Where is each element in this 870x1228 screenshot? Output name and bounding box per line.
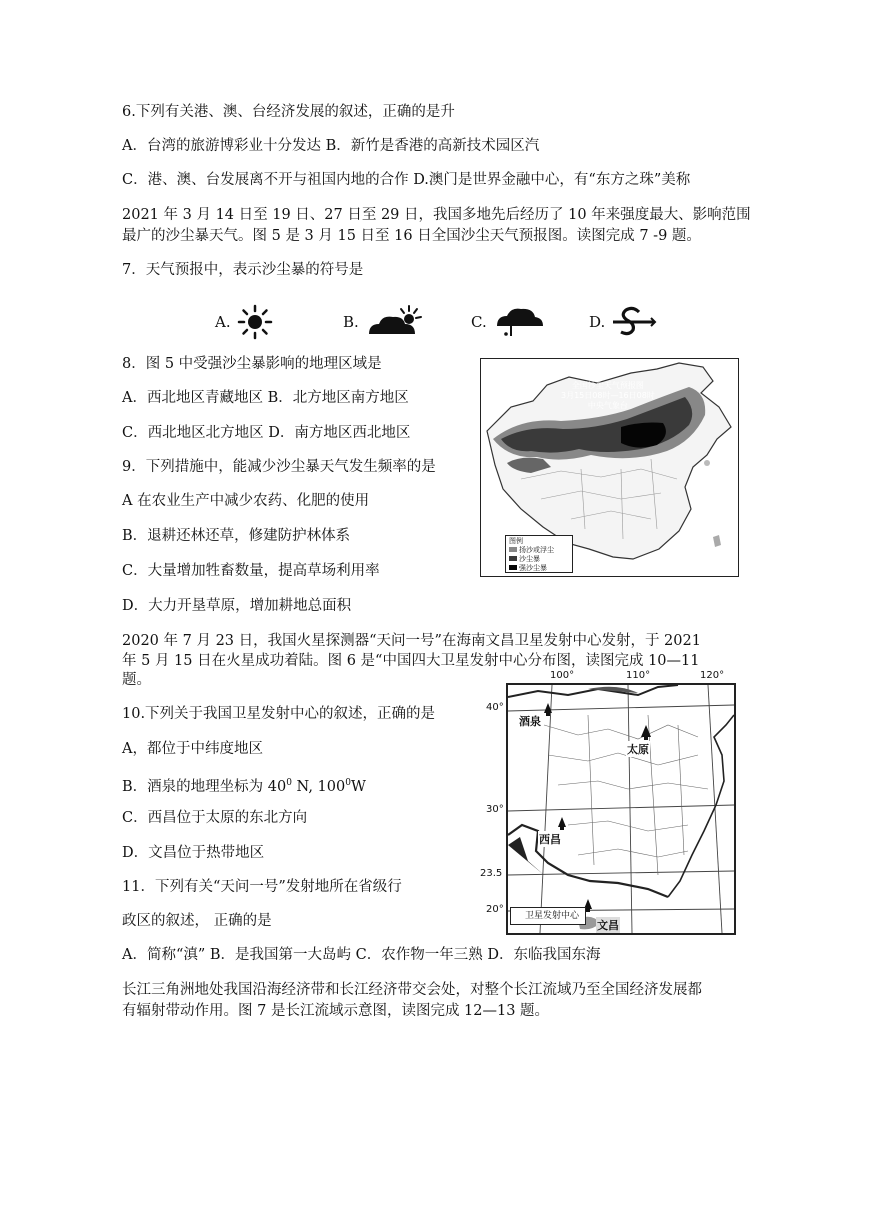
q11-stem-line1: 11．下列有关“天问一号”发射地所在省级行 xyxy=(122,879,402,895)
label-xichang: 西昌 xyxy=(539,833,561,846)
figure-5-legend xyxy=(505,535,573,573)
degree-mark: 0 xyxy=(345,778,351,788)
q7-options xyxy=(215,300,665,344)
sun-icon xyxy=(237,304,273,340)
q10-option-c: C．西昌位于太原的东北方向 xyxy=(122,810,308,826)
q7-option-d xyxy=(589,300,657,344)
figure-5-dust-map xyxy=(480,358,739,577)
intro-10-11-line3: 题。 xyxy=(122,672,151,688)
option-letter: A. xyxy=(215,313,231,331)
degree-mark: 0 xyxy=(286,778,292,788)
figure-5-title xyxy=(561,381,655,411)
lon-label-110: 110° xyxy=(626,670,651,681)
intro-10-11-line1: 2020 年 7 月 23 日，我国火星探测器“天问一号”在海南文昌卫星发射中心发射，于 2021 xyxy=(122,633,701,649)
legend-title: 图例 xyxy=(509,537,523,545)
label-wenchang: 文昌 xyxy=(597,919,619,932)
q9-option-c: C．大量增加牲畜数量，提高草场利用率 xyxy=(122,563,380,579)
lon-label-120: 120° xyxy=(700,670,725,681)
figure-6-launch-map xyxy=(506,683,736,935)
intro-12-13-line2: 有辐射带动作用。图 7 是长江流域示意图，读图完成 12—13 题。 xyxy=(122,1003,550,1019)
q9-option-a: A 在农业生产中减少农药、化肥的使用 xyxy=(122,493,370,509)
intro-7-9-line1: 2021 年 3 月 14 日至 19 日、27 日至 29 日，我国多地先后经历了 10 年来强度最大、影响范围 xyxy=(122,207,751,223)
rain-cloud-icon xyxy=(493,304,545,340)
q8-stem: 8．图 5 中受强沙尘暴影响的地理区域是 xyxy=(122,356,382,372)
q6-options-cd: C．港、澳、台发展离不开与祖国内地的合作 D.澳门是世界金融中心，有“东方之珠”美称 xyxy=(122,172,691,188)
q10-b-text: N, 100 xyxy=(291,778,346,795)
lon-label-100: 100° xyxy=(550,670,575,681)
label-taiyuan: 太原 xyxy=(627,743,649,756)
q10-option-b xyxy=(122,773,366,797)
intro-7-9-line2: 最广的沙尘暴天气。图 5 是 3 月 15 日至 16 日全国沙尘天气预报图。读图完成 7 -9 题。 xyxy=(122,228,701,244)
q7-option-c xyxy=(471,300,545,344)
lat-label-30: 30° xyxy=(486,804,504,815)
q8-options-cd: C．西北地区北方地区 D．南方地区西北地区 xyxy=(122,425,411,441)
lat-label-23-5: 23.5 xyxy=(480,868,503,879)
lat-label-40: 40° xyxy=(486,702,504,713)
lat-label-20: 20° xyxy=(486,904,504,915)
q9-option-b: B．退耕还林还草，修建防护林体系 xyxy=(122,528,351,544)
figure-5-title-line: 3月15日08时—16日08时 xyxy=(561,391,655,400)
q11-options: A．简称“滇” B．是我国第一大岛屿 C．农作物一年三熟 D．东临我国东海 xyxy=(122,947,601,963)
sandstorm-symbol-icon xyxy=(611,304,657,340)
q9-stem: 9．下列措施中，能减少沙尘暴天气发生频率的是 xyxy=(122,459,436,475)
intro-12-13-line1: 长江三角洲地处我国沿海经济带和长江经济带交会处，对整个长江流域乃至全国经济发展都 xyxy=(122,982,702,998)
intro-10-11-line2: 年 5 月 15 日在火星成功着陆。图 6 是“中国四大卫星发射中心分布图，读图完成 10—11 xyxy=(122,653,700,669)
q10-stem: 10.下列关于我国卫星发射中心的叙述，正确的是 xyxy=(122,706,436,722)
q6-stem: 6.下列有关港、澳、台经济发展的叙述，正确的是升 xyxy=(122,104,455,120)
legend-item xyxy=(509,555,569,564)
legend-item-label: 扬沙或浮尘 xyxy=(519,546,554,554)
q6-options-ab: A．台湾的旅游博彩业十分发达 B．新竹是香港的高新技术园区汽 xyxy=(122,138,540,154)
option-letter: D. xyxy=(589,313,606,331)
q9-option-d: D．大力开垦草原，增加耕地总面积 xyxy=(122,598,352,614)
q11-stem-line2: 政区的叙述， 正确的是 xyxy=(122,913,272,929)
figure-6-legend: 卫星发射中心 xyxy=(510,907,586,925)
figure-5-title-line: 全国沙尘天气预报图 xyxy=(571,381,644,390)
q7-option-b xyxy=(343,300,425,344)
q7-stem: 7．天气预报中，表示沙尘暴的符号是 xyxy=(122,262,364,278)
q8-options-ab: A．西北地区青藏地区 B．北方地区南方地区 xyxy=(122,390,409,406)
q10-b-text: B．酒泉的地理坐标为 40 xyxy=(122,778,287,795)
legend-item-label: 强沙尘暴 xyxy=(519,564,547,572)
cloudy-sun-icon xyxy=(365,304,425,340)
q7-option-a xyxy=(215,300,273,344)
option-letter: C. xyxy=(471,313,487,331)
legend-item-label: 沙尘暴 xyxy=(519,555,540,563)
legend-item xyxy=(509,546,569,555)
label-jiuquan: 酒泉 xyxy=(519,715,541,728)
figure-5-title-line: 中央气象台 xyxy=(587,401,628,410)
q10-option-a: A，都位于中纬度地区 xyxy=(122,741,263,757)
legend-item xyxy=(509,564,569,573)
q10-b-text: W xyxy=(350,778,366,795)
option-letter: B. xyxy=(343,313,359,331)
q10-option-d: D．文昌位于热带地区 xyxy=(122,845,265,861)
